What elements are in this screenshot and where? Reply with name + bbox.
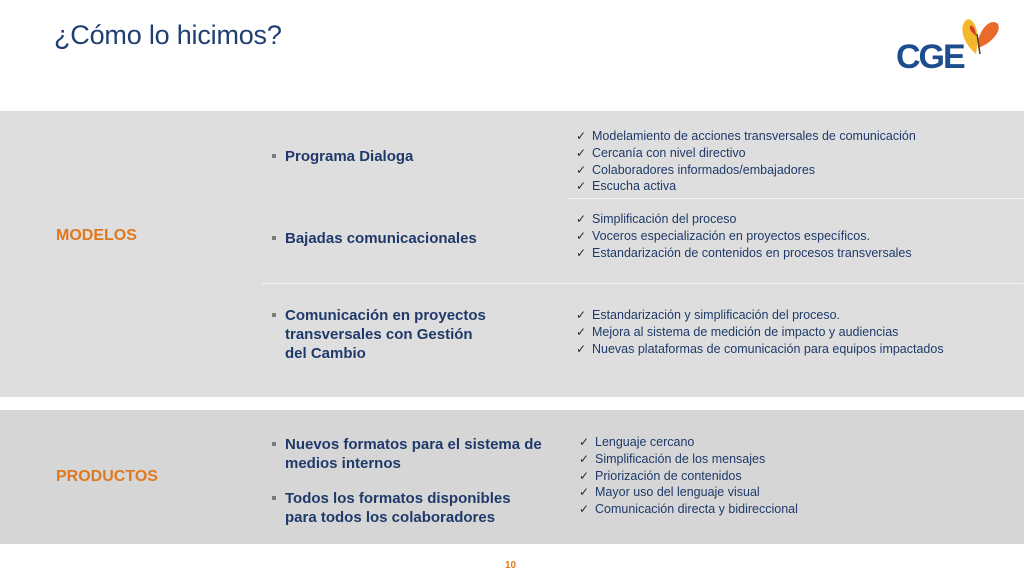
list-item: ✓ Escucha activa (576, 179, 677, 194)
check-icon: ✓ (576, 212, 587, 226)
slide-title: ¿Cómo lo hicimos? (54, 20, 282, 50)
page-number: 10 (505, 560, 517, 571)
program-item (285, 306, 486, 363)
program-label: Bajadas comunicacionales (285, 230, 477, 247)
check-icon: ✓ (576, 179, 587, 194)
list-item: ✓ Voceros especialización en proyectos específicos. (576, 228, 870, 243)
check-icon: ✓ (576, 341, 587, 356)
bullet-square-icon (272, 236, 276, 240)
program-item (285, 435, 542, 473)
check-icon: ✓ (579, 435, 590, 449)
check-list (579, 434, 798, 518)
program-label-line: Nuevos formatos para el sistema de (285, 436, 542, 453)
list-item: ✓ Priorización de contenidos (579, 468, 742, 483)
program-item (285, 147, 413, 166)
program-label: Programa Dialoga (285, 148, 414, 165)
list-item: ✓ Mayor uso del lenguaje visual (579, 485, 760, 500)
list-item: ✓ Comunicación directa y bidireccional (579, 502, 798, 517)
bullet-square-icon (272, 442, 276, 446)
list-item: ✓ Estandarización y simplificación del proceso. (576, 308, 841, 322)
list-item: ✓ Simplificación del proceso (576, 212, 737, 226)
list-item: ✓ Cercanía con nivel directivo (576, 145, 746, 160)
productos-label: PRODUCTOS (56, 468, 158, 485)
row-divider (567, 198, 1023, 199)
check-icon: ✓ (576, 162, 587, 177)
check-icon: ✓ (576, 228, 587, 243)
list-item: ✓ Modelamiento de acciones transversales de comunicación (576, 129, 916, 143)
program-label-line: transversales con Gestión (285, 326, 473, 343)
program-label-line: Comunicación en proyectos (285, 307, 486, 324)
check-icon: ✓ (576, 145, 587, 160)
program-label-line: del Cambio (285, 345, 366, 362)
check-icon: ✓ (579, 502, 590, 517)
check-list (576, 307, 944, 357)
check-list (576, 128, 916, 195)
check-icon: ✓ (576, 308, 587, 322)
check-icon: ✓ (579, 451, 590, 466)
program-item (285, 489, 511, 527)
program-item (285, 229, 477, 248)
modelos-label: MODELOS (56, 227, 137, 244)
logo-text: CGE (896, 38, 964, 76)
list-item: ✓ Lenguaje cercano (579, 435, 695, 449)
bullet-square-icon (272, 496, 276, 500)
check-list (576, 211, 912, 261)
bullet-square-icon (272, 313, 276, 317)
list-item: ✓ Simplificación de los mensajes (579, 451, 766, 466)
check-icon: ✓ (576, 324, 587, 339)
bullet-square-icon (272, 154, 276, 158)
program-label-line: medios internos (285, 455, 401, 472)
list-item: ✓ Mejora al sistema de medición de impacto y audiencias (576, 324, 899, 339)
program-label-line: para todos los colaboradores (285, 509, 496, 526)
list-item: ✓ Estandarización de contenidos en procesos transversales (576, 245, 912, 260)
check-icon: ✓ (579, 468, 590, 483)
cge-logo (892, 14, 1004, 74)
check-icon: ✓ (576, 129, 587, 143)
list-item: ✓ Nuevas plataformas de comunicación para equipos impactados (576, 341, 944, 356)
list-item: ✓ Colaboradores informados/embajadores (576, 162, 816, 177)
check-icon: ✓ (576, 245, 587, 260)
check-icon: ✓ (579, 485, 590, 500)
row-divider (262, 283, 1023, 284)
program-label-line: Todos los formatos disponibles (285, 490, 511, 507)
butterfly-icon (956, 14, 1002, 60)
